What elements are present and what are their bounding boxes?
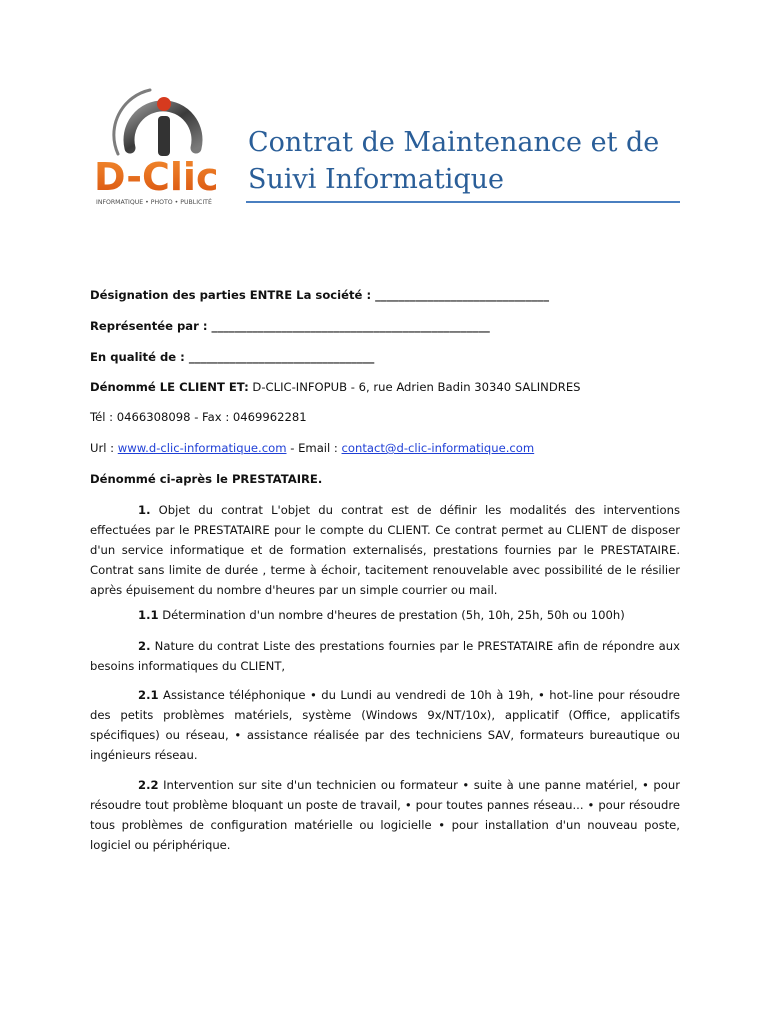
client-line bbox=[90, 380, 581, 394]
qualite-line: En qualité de : ________________________________ bbox=[90, 350, 375, 364]
designation-line: Désignation des parties ENTRE La société : ______________________________ bbox=[90, 288, 550, 302]
url-email-line bbox=[90, 441, 534, 455]
section-1 bbox=[90, 500, 680, 600]
email-label: - Email : bbox=[290, 441, 338, 455]
title-line-1: Contrat de Maintenance et de bbox=[248, 127, 660, 158]
section-1-1-number: 1.1 bbox=[138, 608, 159, 622]
client-label: Dénommé LE CLIENT ET: bbox=[90, 380, 249, 394]
section-2-2-number: 2.2 bbox=[138, 778, 159, 792]
section-1-text: Objet du contrat L'objet du contrat est de définir les modalités des interventions effectuées par le PRESTATAIRE pour le compte du CLIENT. Ce contrat permet au CLIENT de disposer d'un service informatique et de formation externalisés, prestations fournies par le PRESTATAIRE. Contrat sans limite de durée , terme à échoir, tacitement renouvelable avec possibilité de le résilier après épuisement du nombre d'heures par un simple courrier ou mail. bbox=[90, 503, 681, 597]
client-value: D-CLIC-INFOPUB - 6, rue Adrien Badin 30340 SALINDRES bbox=[252, 380, 581, 394]
title-line-2: Suivi Informatique bbox=[248, 164, 505, 195]
section-2 bbox=[90, 636, 680, 676]
logo-wordmark: D-Clic bbox=[94, 155, 219, 199]
section-2-1-number: 2.1 bbox=[138, 688, 159, 702]
section-2-text: Nature du contrat Liste des prestations fournies par le PRESTATAIRE afin de répondre aux besoins informatiques du CLIENT, bbox=[90, 639, 680, 673]
section-2-2-text: Intervention sur site d'un technicien ou formateur • suite à une panne matériel, • pour résoudre tout problème bloquant un poste de travail, • pour toutes pannes réseau... • pour résoudre tous problèmes de configuration matérielle ou logicielle • pour installation d'un nouveau poste, logiciel ou périphérique. bbox=[90, 778, 680, 852]
section-1-1-text: Détermination d'un nombre d'heures de prestation (5h, 10h, 25h, 50h ou 100h) bbox=[162, 608, 625, 622]
section-1-1 bbox=[90, 605, 680, 625]
section-2-number: 2. bbox=[138, 639, 151, 653]
prestataire-line: Dénommé ci-après le PRESTATAIRE. bbox=[90, 472, 323, 486]
section-2-2 bbox=[90, 775, 680, 855]
section-1-number: 1. bbox=[138, 503, 151, 517]
logo-tagline: INFORMATIQUE • PHOTO • PUBLICITÉ bbox=[96, 199, 212, 206]
tel-fax-line: Tél : 0466308098 - Fax : 0469962281 bbox=[90, 410, 307, 424]
document-title bbox=[248, 124, 688, 198]
d-clic-logo bbox=[88, 78, 236, 208]
section-2-1 bbox=[90, 685, 680, 765]
representee-line: Représentée par : ________________________________________________ bbox=[90, 319, 490, 333]
title-underline bbox=[246, 201, 680, 203]
website-link[interactable]: www.d-clic-informatique.com bbox=[117, 441, 287, 455]
email-link[interactable]: contact@d-clic-informatique.com bbox=[341, 441, 535, 455]
section-2-1-text: Assistance téléphonique • du Lundi au vendredi de 10h à 19h, • hot-line pour résoudre des petits problèmes matériels, système (Windows 9x/NT/10x), applicatif (Office, applicatifs spécifiques) ou réseau, • assistance réalisée par des techniciens SAV, formateurs bureautique ou ingénieurs réseau. bbox=[90, 688, 681, 762]
url-label: Url : bbox=[90, 441, 115, 455]
